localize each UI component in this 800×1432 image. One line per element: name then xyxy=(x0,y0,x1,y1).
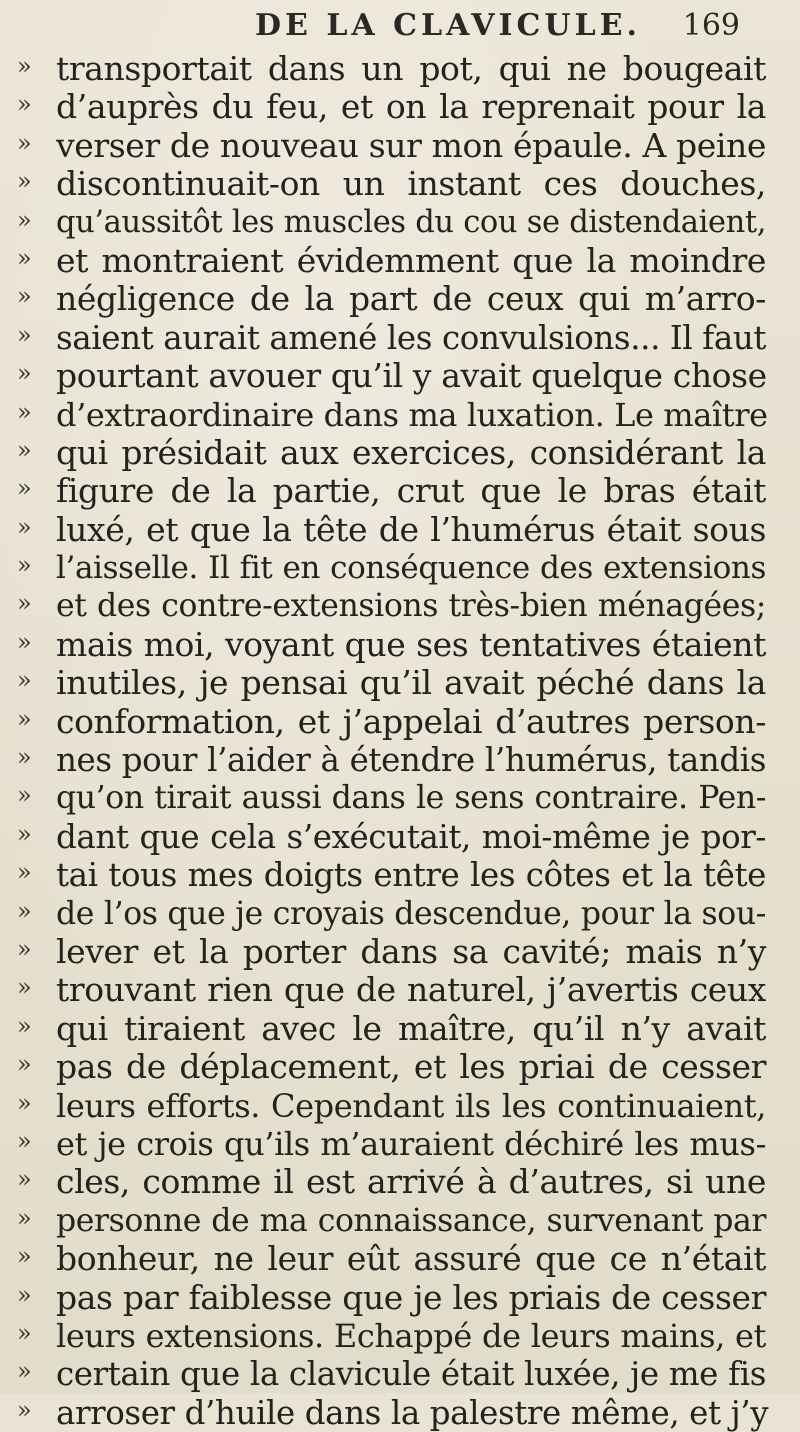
text-line xyxy=(0,1010,800,1048)
text-line xyxy=(0,319,800,357)
text-line xyxy=(0,1240,800,1278)
quote-mark: » xyxy=(17,1357,32,1386)
quote-mark: » xyxy=(17,128,32,157)
line-text: tai tous mes doigts entre les côtes et la tête xyxy=(56,856,766,895)
quote-mark: » xyxy=(17,1011,32,1040)
line-text: et des contre-extensions très-bien ménagées; xyxy=(56,588,766,625)
quote-mark: » xyxy=(17,1050,32,1079)
quote-mark: » xyxy=(17,1203,32,1232)
line-text: pourtant avouer qu’il y avait quelque chose xyxy=(56,356,767,396)
text-line xyxy=(0,818,800,856)
quote-mark: » xyxy=(17,359,32,388)
line-text: pas de déplacement, et les priai de cesser xyxy=(56,1047,766,1087)
text-line xyxy=(0,549,800,587)
quote-mark: » xyxy=(17,435,32,464)
line-text: figure de la partie, crut que le bras était xyxy=(56,471,766,511)
quote-mark: » xyxy=(17,52,32,80)
text-line xyxy=(0,1355,800,1393)
running-head xyxy=(0,8,800,48)
text-line xyxy=(0,895,800,933)
running-title: DE LA CLAVICULE. xyxy=(255,8,641,43)
line-text: verser de nouveau sur mon épaule. A peine xyxy=(56,125,766,165)
text-line xyxy=(0,1279,800,1317)
text-line xyxy=(0,933,800,971)
quote-mark: » xyxy=(17,1395,32,1424)
line-text: qui tiraient avec le maître, qu’il n’y avait xyxy=(56,1008,766,1048)
line-text: leurs efforts. Cependant ils les continuaient, xyxy=(56,1086,766,1125)
text-line xyxy=(0,434,800,472)
line-text: arroser d’huile dans la palestre même, et j’y xyxy=(56,1393,769,1432)
quote-mark: » xyxy=(17,896,32,925)
quote-mark: » xyxy=(17,1165,32,1194)
quote-mark: » xyxy=(17,320,32,349)
quote-mark: » xyxy=(17,1126,32,1155)
line-text: personne de ma connaissance, survenant par xyxy=(56,1202,766,1239)
text-line xyxy=(0,242,800,280)
quote-mark: » xyxy=(17,1280,32,1309)
line-text: pas par faiblesse que je les priais de cesser xyxy=(56,1277,766,1317)
text-line xyxy=(0,1202,800,1240)
quote-mark: » xyxy=(17,819,32,848)
quote-mark: » xyxy=(17,627,32,656)
text-line xyxy=(0,1317,800,1355)
line-text: saient aurait amené les convulsions... Il faut xyxy=(56,318,767,357)
text-line xyxy=(0,626,800,664)
page-number: 169 xyxy=(682,8,740,43)
quote-mark: » xyxy=(17,666,32,695)
line-text: bonheur, ne leur eût assuré que ce n’était xyxy=(56,1239,766,1279)
quote-mark: » xyxy=(17,282,32,311)
text-line xyxy=(0,856,800,894)
quote-mark: » xyxy=(17,934,32,963)
text-line xyxy=(0,511,800,549)
line-text: et montraient évidemment que la moindre xyxy=(56,240,766,280)
quote-mark: » xyxy=(17,589,32,618)
text-body xyxy=(0,50,800,1432)
line-text: et je crois qu’ils m’auraient déchiré les mus- xyxy=(56,1124,766,1163)
text-line xyxy=(0,396,800,434)
text-line xyxy=(0,204,800,242)
text-line xyxy=(0,1163,800,1201)
line-text: trouvant rien que de naturel, j’avertis ceux xyxy=(56,970,766,1010)
line-text: luxé, et que la tête de l’humérus était sous xyxy=(56,509,766,549)
text-line xyxy=(0,587,800,625)
line-text: nes pour l’aider à étendre l’humérus, tandis xyxy=(56,741,766,780)
line-text: dant que cela s’exécutait, moi-même je por- xyxy=(56,817,766,856)
text-line xyxy=(0,971,800,1009)
line-text: qu’aussitôt les muscles du cou se distendaient, xyxy=(56,204,766,240)
quote-mark: » xyxy=(17,167,32,196)
line-text: de l’os que je croyais descendue, pour la sou- xyxy=(56,895,766,932)
text-line xyxy=(0,703,800,741)
line-text: qui présidait aux exercices, considérant la xyxy=(56,432,766,472)
text-line xyxy=(0,165,800,203)
text-line xyxy=(0,741,800,779)
line-text: transportait dans un pot, qui ne bougeait xyxy=(56,49,766,88)
quote-mark: » xyxy=(17,512,32,541)
line-text: d’auprès du feu, et on la reprenait pour la xyxy=(56,87,766,127)
line-text: qu’on tirait aussi dans le sens contraire. Pen- xyxy=(56,780,766,817)
quote-mark: » xyxy=(17,474,32,503)
text-line xyxy=(0,127,800,165)
text-line xyxy=(0,779,800,817)
text-line xyxy=(0,50,800,88)
line-text: discontinuait-on un instant ces douches, xyxy=(56,164,766,204)
quote-mark: » xyxy=(17,1242,32,1271)
text-line xyxy=(0,472,800,510)
quote-mark: » xyxy=(17,90,32,119)
line-text: d’extraordinaire dans ma luxation. Le maître xyxy=(56,395,768,434)
text-line xyxy=(0,1048,800,1086)
text-line xyxy=(0,1087,800,1125)
text-line xyxy=(0,88,800,126)
text-line xyxy=(0,664,800,702)
quote-mark: » xyxy=(17,205,32,234)
line-text: lever et la porter dans sa cavité; mais n’y xyxy=(56,931,766,971)
quote-mark: » xyxy=(17,243,32,272)
line-text: certain que la clavicule était luxée, je me fis xyxy=(56,1355,766,1394)
line-text: leurs extensions. Echappé de leurs mains, et xyxy=(56,1316,766,1355)
quote-mark: » xyxy=(17,1318,32,1347)
quote-mark: » xyxy=(17,743,32,772)
text-line xyxy=(0,280,800,318)
quote-mark: » xyxy=(17,781,32,810)
quote-mark: » xyxy=(17,704,32,733)
line-text: l’aisselle. Il fit en conséquence des extensions xyxy=(56,550,766,587)
quote-mark: » xyxy=(17,858,32,887)
quote-mark: » xyxy=(17,973,32,1002)
line-text: conformation, et j’appelai d’autres person- xyxy=(56,701,766,741)
quote-mark: » xyxy=(17,1088,32,1117)
line-text: inutiles, je pensai qu’il avait péché dans la xyxy=(56,663,766,703)
line-text: cles, comme il est arrivé à d’autres, si une xyxy=(56,1162,766,1202)
line-text: mais moi, voyant que ses tentatives étaient xyxy=(56,624,766,664)
quote-mark: » xyxy=(17,551,32,580)
text-line xyxy=(0,1125,800,1163)
line-text: négligence de la part de ceux qui m’arro- xyxy=(56,279,766,319)
text-line xyxy=(0,357,800,395)
text-line xyxy=(0,1394,800,1432)
quote-mark: » xyxy=(17,397,32,426)
